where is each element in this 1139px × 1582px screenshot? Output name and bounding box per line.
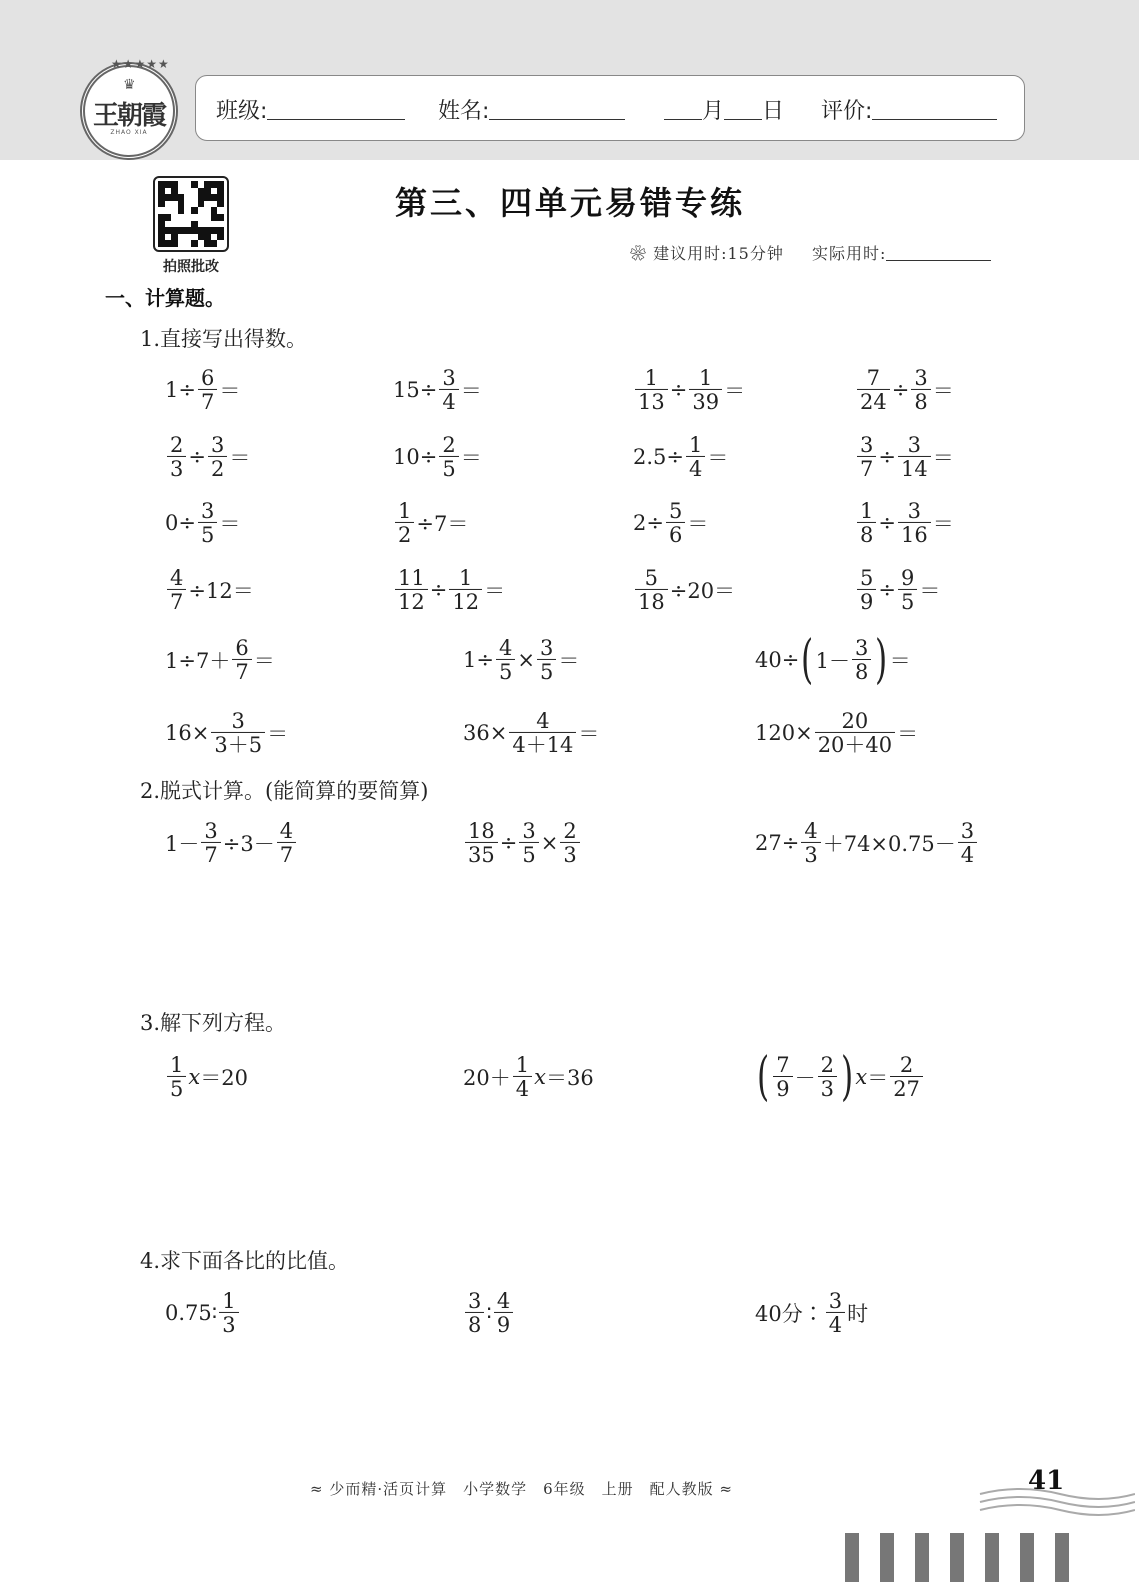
numerator: 6 xyxy=(235,635,249,660)
actual-time-label: 实际用时: xyxy=(811,244,887,263)
numerator: 5 xyxy=(644,565,659,590)
fraction xyxy=(509,710,576,756)
q1-problem-5 xyxy=(165,434,250,480)
numerator: 3 xyxy=(828,1288,843,1313)
expression-text: ÷12＝ xyxy=(188,579,254,603)
denominator: 4 xyxy=(439,389,458,413)
numerator: 1 xyxy=(515,1052,530,1077)
denominator: 3 xyxy=(818,1076,837,1100)
q1-problem-4 xyxy=(855,367,954,413)
numerator: 7 xyxy=(776,1052,790,1077)
expression-text: 40÷ xyxy=(755,648,800,672)
denominator: 5 xyxy=(167,1076,186,1100)
numerator: 4 xyxy=(498,635,513,660)
q2-problem-3 xyxy=(755,820,979,866)
star-icon: ★★★★★ xyxy=(111,57,170,71)
q1-problem-18 xyxy=(463,637,579,683)
logo-subtext: ZHAO XIA xyxy=(110,129,148,136)
expression-text: ＝ xyxy=(578,722,600,746)
numerator: 2 xyxy=(820,1052,835,1077)
question-3-title: 3.解下列方程。 xyxy=(140,1011,287,1035)
expression-text: 0.75∶ xyxy=(165,1301,218,1325)
expression-text: 1－ xyxy=(165,832,200,856)
fraction xyxy=(513,1054,532,1100)
q1-problem-9 xyxy=(165,500,240,546)
fraction xyxy=(465,1290,484,1336)
q3-problem-2 xyxy=(463,1054,594,1100)
fraction xyxy=(686,434,705,480)
numerator: 3 xyxy=(907,432,922,457)
fraction xyxy=(496,637,515,683)
numerator: 5 xyxy=(668,498,683,523)
q3-problem-1 xyxy=(165,1054,248,1100)
q4-problem-3 xyxy=(755,1290,868,1336)
question-1-title: 1.直接写出得数。 xyxy=(140,327,308,351)
numerator: 3 xyxy=(960,818,975,843)
expression-text: 1÷7＋ xyxy=(165,649,231,673)
logo-text: 王朝霞 xyxy=(92,101,165,131)
numerator: 9 xyxy=(900,565,915,590)
denominator: 4 xyxy=(826,1312,845,1336)
denominator: 3 xyxy=(167,456,186,480)
day-label: 日 xyxy=(762,99,785,124)
q1-problem-22 xyxy=(755,710,918,756)
fraction xyxy=(449,567,482,613)
expression-text: ＝ xyxy=(724,379,746,403)
fraction xyxy=(167,434,186,480)
fraction xyxy=(167,1054,186,1100)
expression-text: 27÷ xyxy=(755,831,800,855)
student-info-box xyxy=(195,75,1025,141)
fraction xyxy=(537,637,556,683)
denominator: 39 xyxy=(689,389,722,413)
denominator: 5 xyxy=(198,522,217,546)
fraction xyxy=(852,637,871,683)
expression-text: x xyxy=(534,1065,546,1089)
expression-text: ÷ xyxy=(669,378,688,402)
numerator: 3 xyxy=(855,635,869,660)
numerator: 3 xyxy=(200,498,215,523)
expression-text: ＝36 xyxy=(545,1066,594,1090)
wave-decoration-icon xyxy=(975,1480,1135,1520)
denominator: 7 xyxy=(167,589,186,613)
denominator: 9 xyxy=(494,1312,513,1336)
q1-problem-16 xyxy=(855,567,940,613)
fraction xyxy=(898,500,931,546)
fraction xyxy=(773,1054,792,1100)
qr-code-icon[interactable] xyxy=(153,176,229,252)
q4-problem-1 xyxy=(165,1290,241,1336)
numerator: 1 xyxy=(170,1052,184,1077)
numerator: 1 xyxy=(222,1288,236,1313)
denominator: 3 xyxy=(801,842,820,866)
q1-problem-10 xyxy=(393,500,468,546)
expression-text: ＝20 xyxy=(200,1066,248,1090)
expression-text: x xyxy=(188,1065,201,1089)
q2-problem-1 xyxy=(165,820,298,866)
expression-text: ＝ xyxy=(919,579,941,603)
q1-problem-11 xyxy=(633,500,708,546)
denominator: 9 xyxy=(857,589,876,613)
fraction xyxy=(395,500,414,546)
expression-text: ＝ xyxy=(484,579,506,603)
date-field xyxy=(664,94,784,125)
expression-text: ＝ xyxy=(219,512,241,536)
expression-text: ＝ xyxy=(687,512,709,536)
numerator: 3 xyxy=(522,818,536,843)
time-info xyxy=(630,240,991,264)
expression-text: 16× xyxy=(165,721,210,745)
denominator: 8 xyxy=(857,522,876,546)
q1-problem-3 xyxy=(633,367,745,413)
edge-bar xyxy=(1055,1533,1069,1582)
evaluation-field xyxy=(821,94,997,125)
expression-text: 36× xyxy=(463,721,508,745)
fraction xyxy=(635,567,668,613)
numerator: 3 xyxy=(539,635,554,660)
numerator: 1 xyxy=(689,432,703,457)
denominator: 20＋40 xyxy=(815,732,895,756)
denominator: 27 xyxy=(890,1076,923,1100)
eval-input[interactable] xyxy=(872,95,997,120)
crest-icon: ♛ xyxy=(123,77,136,93)
denominator: 24 xyxy=(857,389,890,413)
denominator: 8 xyxy=(852,659,871,683)
denominator: 4 xyxy=(958,842,977,866)
q1-problem-8 xyxy=(855,434,954,480)
expression-text: ＝ xyxy=(867,1066,889,1090)
expression-text: ÷ xyxy=(188,445,206,469)
qr-pattern xyxy=(158,181,224,247)
edge-bar xyxy=(950,1533,964,1582)
q1-problem-14 xyxy=(393,567,505,613)
numerator: 4 xyxy=(804,818,818,843)
q1-problem-7 xyxy=(633,434,728,480)
numerator: 1 xyxy=(860,498,874,523)
expression-text: ＝ xyxy=(253,649,275,673)
numerator: 2 xyxy=(170,432,184,457)
denominator: 7 xyxy=(201,842,220,866)
q3-problem-3 xyxy=(755,1047,925,1107)
edge-bar xyxy=(915,1533,929,1582)
expression-text: 1÷ xyxy=(463,648,494,672)
fraction xyxy=(219,1290,238,1336)
numerator: 3 xyxy=(907,498,922,523)
q1-problem-20 xyxy=(165,710,288,756)
expression-text: ＝ xyxy=(558,649,580,673)
fraction xyxy=(211,710,265,756)
numerator: 7 xyxy=(866,365,881,390)
denominator: 8 xyxy=(465,1312,484,1336)
q1-problem-13 xyxy=(165,567,254,613)
numerator: 2 xyxy=(442,432,456,457)
fraction xyxy=(689,367,722,413)
flower-icon: ❀ xyxy=(630,244,648,263)
fraction xyxy=(801,820,820,866)
page-title: 第三、四单元易错专练 xyxy=(394,184,745,222)
expression-text: ÷ xyxy=(878,445,896,469)
expression-text: 时 xyxy=(847,1302,869,1326)
q1-problem-6 xyxy=(393,434,482,480)
expression-text: ＝ xyxy=(889,649,911,673)
expression-text: 40分∶ xyxy=(755,1302,824,1326)
parenthesis: ) xyxy=(841,1047,854,1107)
q1-problem-2 xyxy=(393,367,482,413)
expression-text: x xyxy=(855,1065,868,1089)
denominator: 35 xyxy=(465,842,498,866)
fraction xyxy=(198,500,217,546)
parenthesis: ( xyxy=(757,1047,770,1107)
denominator: 5 xyxy=(537,659,556,683)
section-heading: 一、计算题。 xyxy=(105,286,225,310)
fraction xyxy=(519,820,538,866)
expression-text: ＝ xyxy=(219,379,241,403)
expression-text: 20＋ xyxy=(463,1066,511,1090)
name-input[interactable] xyxy=(489,95,625,120)
suggested-time: 建议用时:15分钟 xyxy=(653,244,784,263)
numerator: 4 xyxy=(279,818,294,843)
fraction xyxy=(167,567,186,613)
denominator: 7 xyxy=(198,389,217,413)
q1-problem-21 xyxy=(463,710,599,756)
question-4-title: 4.求下面各比的比值。 xyxy=(140,1249,350,1273)
expression-text: ÷ xyxy=(891,378,910,402)
numerator: 18 xyxy=(468,818,495,843)
edge-bar xyxy=(1020,1533,1034,1582)
fraction xyxy=(560,820,579,866)
fraction xyxy=(201,820,220,866)
fraction xyxy=(232,637,251,683)
edge-bar xyxy=(845,1533,859,1582)
fraction xyxy=(898,434,931,480)
fraction xyxy=(815,710,895,756)
denominator: 4 xyxy=(686,456,705,480)
denominator: 3＋5 xyxy=(211,732,265,756)
expression-text: ＝ xyxy=(707,446,729,470)
numerator: 3 xyxy=(204,818,218,843)
class-field xyxy=(216,94,405,125)
fraction xyxy=(395,567,428,613)
edge-bar xyxy=(880,1533,894,1582)
question-2-title: 2.脱式计算。(能简算的要简算) xyxy=(140,779,429,803)
denominator: 5 xyxy=(496,659,515,683)
denominator: 5 xyxy=(519,842,538,866)
numerator: 2 xyxy=(899,1052,914,1077)
fraction xyxy=(898,567,917,613)
edge-marker-bars xyxy=(845,1533,1069,1582)
denominator: 12 xyxy=(395,589,428,613)
footer-text: ≈ 少而精·活页计算 小学数学 6年级 上册 配人教版 ≈ xyxy=(310,1480,733,1498)
numerator: 4 xyxy=(496,1288,511,1313)
expression-text: ＝ xyxy=(932,379,954,403)
edge-bar xyxy=(985,1533,999,1582)
expression-text: ÷ xyxy=(878,511,896,535)
fraction xyxy=(890,1054,923,1100)
fraction xyxy=(911,367,930,413)
fraction xyxy=(958,820,977,866)
denominator: 7 xyxy=(232,659,251,683)
fraction xyxy=(635,367,668,413)
denominator: 2 xyxy=(395,522,414,546)
fraction xyxy=(439,367,458,413)
expression-text: ＝ xyxy=(932,446,954,470)
numerator: 3 xyxy=(914,365,928,390)
expression-text: 1－ xyxy=(815,649,850,673)
numerator: 4 xyxy=(170,565,184,590)
q1-problem-17 xyxy=(165,637,275,683)
denominator: 6 xyxy=(666,522,685,546)
numerator: 3 xyxy=(231,708,245,733)
denominator: 5 xyxy=(898,589,917,613)
month-input[interactable] xyxy=(664,95,702,120)
fraction xyxy=(666,500,685,546)
expression-text: ＋74×0.75－ xyxy=(822,832,956,856)
numerator: 3 xyxy=(210,432,225,457)
q1-problem-12 xyxy=(855,500,954,546)
qr-caption: 拍照批改 xyxy=(163,259,219,275)
fraction xyxy=(277,820,296,866)
denominator: 13 xyxy=(635,389,668,413)
month-label: 月 xyxy=(702,99,725,124)
expression-text: 1÷ xyxy=(165,378,196,402)
numerator: 6 xyxy=(200,365,215,390)
name-field xyxy=(438,94,625,125)
numerator: 1 xyxy=(459,565,473,590)
denominator: 4 xyxy=(513,1076,532,1100)
numerator: 1 xyxy=(699,365,713,390)
class-label: 班级: xyxy=(216,99,268,124)
denominator: 16 xyxy=(898,522,931,546)
fraction xyxy=(857,367,890,413)
expression-text: 2÷ xyxy=(633,511,664,535)
expression-text: × xyxy=(540,831,559,855)
expression-text: ÷3－ xyxy=(222,832,275,856)
numerator: 2 xyxy=(563,818,577,843)
page-number: 41 xyxy=(1028,1466,1065,1496)
expression-text: ＝ xyxy=(897,722,919,746)
denominator: 18 xyxy=(635,589,668,613)
denominator: 8 xyxy=(911,389,930,413)
denominator: 4＋14 xyxy=(509,732,576,756)
denominator: 2 xyxy=(208,456,227,480)
actual-time-input[interactable] xyxy=(886,240,991,261)
denominator: 12 xyxy=(449,589,482,613)
expression-text: ÷ xyxy=(499,831,518,855)
fraction xyxy=(439,434,458,480)
expression-text: 15÷ xyxy=(393,378,438,402)
expression-text: ÷ xyxy=(878,578,896,602)
expression-text: ＝ xyxy=(460,446,482,470)
expression-text: ＝ xyxy=(932,512,954,536)
class-input[interactable] xyxy=(267,95,405,120)
q1-problem-1 xyxy=(165,367,240,413)
numerator: 20 xyxy=(841,708,869,733)
expression-text: ∶ xyxy=(486,1301,492,1325)
fraction xyxy=(208,434,227,480)
numerator: 11 xyxy=(398,565,425,590)
denominator: 5 xyxy=(439,456,458,480)
fraction xyxy=(465,820,498,866)
fraction xyxy=(494,1290,513,1336)
publisher-logo xyxy=(80,57,178,160)
expression-text: － xyxy=(794,1066,816,1090)
denominator: 14 xyxy=(898,456,931,480)
eval-label: 评价: xyxy=(821,99,873,124)
q1-problem-19 xyxy=(755,630,911,690)
denominator: 3 xyxy=(560,842,579,866)
expression-text: ÷7＝ xyxy=(416,512,469,536)
expression-text: 120× xyxy=(755,721,813,745)
fraction xyxy=(857,500,876,546)
name-label: 姓名: xyxy=(438,99,490,124)
fraction xyxy=(857,567,876,613)
expression-text: ＝ xyxy=(267,722,289,746)
expression-text: 0÷ xyxy=(165,511,196,535)
denominator: 3 xyxy=(219,1312,238,1336)
fraction xyxy=(826,1290,845,1336)
numerator: 3 xyxy=(860,432,874,457)
expression-text: ÷ xyxy=(429,578,448,602)
numerator: 1 xyxy=(398,498,412,523)
numerator: 4 xyxy=(536,708,550,733)
parenthesis: ( xyxy=(801,630,814,690)
expression-text: ＝ xyxy=(460,379,482,403)
expression-text: ＝ xyxy=(229,446,251,470)
day-input[interactable] xyxy=(724,95,762,120)
denominator: 7 xyxy=(277,842,296,866)
fraction xyxy=(857,434,876,480)
denominator: 9 xyxy=(773,1076,792,1100)
numerator: 3 xyxy=(468,1288,482,1313)
q4-problem-2 xyxy=(463,1290,515,1336)
expression-text: 2.5÷ xyxy=(633,445,684,469)
fraction xyxy=(198,367,217,413)
expression-text: ÷20＝ xyxy=(669,579,736,603)
parenthesis: ) xyxy=(875,630,888,690)
q2-problem-2 xyxy=(463,820,582,866)
expression-text: × xyxy=(517,648,535,672)
fraction xyxy=(818,1054,837,1100)
numerator: 3 xyxy=(442,365,456,390)
numerator: 1 xyxy=(644,365,659,390)
denominator: 7 xyxy=(857,456,876,480)
expression-text: 10÷ xyxy=(393,445,438,469)
numerator: 5 xyxy=(860,565,874,590)
q1-problem-15 xyxy=(633,567,735,613)
